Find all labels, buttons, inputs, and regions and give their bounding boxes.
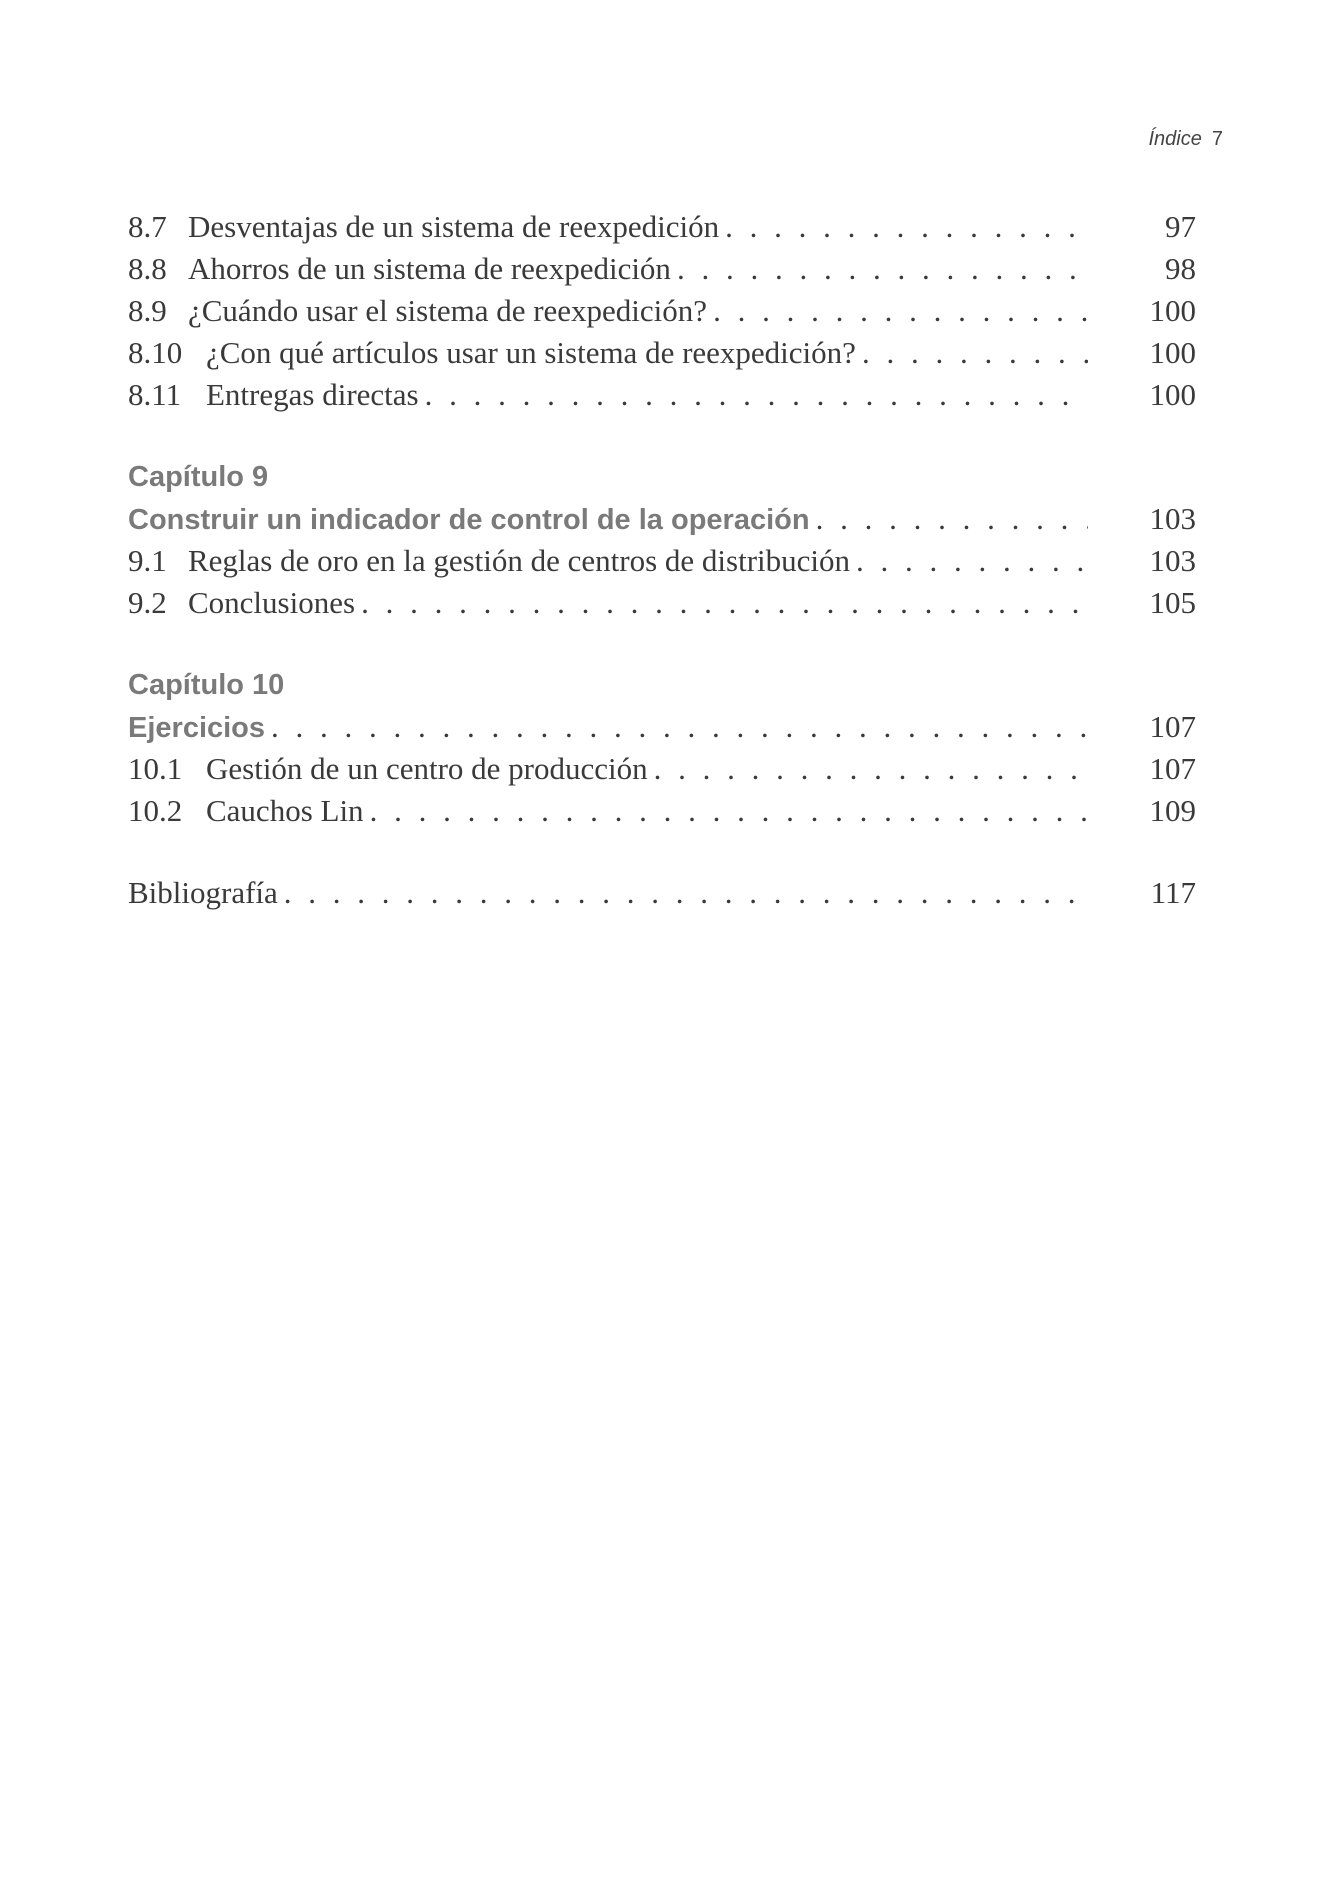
entry-number: 8.7 (128, 209, 167, 244)
entry-title: Gestión de un centro de producción (206, 751, 648, 786)
running-head (1149, 128, 1224, 151)
entry-title: Ahorros de un sistema de reexpedición (188, 251, 671, 286)
entry-title: Reglas de oro en la gestión de centros de distribución (188, 543, 851, 578)
section-gap (128, 832, 1196, 872)
entry-number: 10.1 (128, 751, 183, 786)
running-head-page-number: 7 (1211, 128, 1223, 150)
entry-number: 8.9 (128, 293, 167, 328)
entry-title: Bibliografía (128, 875, 278, 910)
section-gap (128, 416, 1196, 456)
toc-chapter-10-title[interactable] (128, 706, 1196, 748)
chapter-10-label: Capítulo 10 (128, 669, 285, 701)
entry-page: 103 (1149, 501, 1196, 536)
toc-entry-10-1[interactable] (128, 748, 1196, 790)
entry-title: ¿Cuándo usar el sistema de reexpedición? (188, 293, 708, 328)
entry-title: Cauchos Lin (206, 793, 364, 828)
entry-page: 100 (1149, 335, 1196, 370)
chapter-9-label: Capítulo 9 (128, 461, 269, 493)
toc-entry-bibliography[interactable] (128, 872, 1196, 914)
entry-page: 107 (1149, 709, 1196, 744)
entry-number: 8.11 (128, 377, 182, 412)
toc-entry-8-7[interactable] (128, 206, 1196, 248)
entry-page: 103 (1149, 543, 1196, 578)
entry-page: 98 (1165, 251, 1196, 286)
toc-entry-9-1[interactable] (128, 540, 1196, 582)
entry-page: 105 (1149, 585, 1196, 620)
entry-page: 107 (1149, 751, 1196, 786)
entry-title: ¿Con qué artículos usar un sistema de reexpedición? (206, 335, 856, 370)
section-gap (128, 624, 1196, 664)
entry-number: 9.1 (128, 543, 167, 578)
entry-page: 100 (1149, 377, 1196, 412)
chapter-title: Ejercicios (128, 712, 266, 744)
toc-entry-8-8[interactable] (128, 248, 1196, 290)
entry-page: 100 (1149, 293, 1196, 328)
entry-page: 109 (1149, 793, 1196, 828)
entry-number: 8.8 (128, 251, 167, 286)
entry-number: 9.2 (128, 585, 167, 620)
table-of-contents (128, 206, 1196, 914)
running-head-title: Índice (1148, 128, 1202, 150)
toc-entry-8-9[interactable] (128, 290, 1196, 332)
entry-page: 97 (1165, 209, 1196, 244)
entry-page: 117 (1150, 875, 1196, 910)
toc-entry-9-2[interactable] (128, 582, 1196, 624)
entry-title: Entregas directas (206, 377, 419, 412)
toc-entry-10-2[interactable] (128, 790, 1196, 832)
entry-title: Conclusiones (188, 585, 356, 620)
toc-chapter-9-title[interactable] (128, 498, 1196, 540)
entry-number: 8.10 (128, 335, 183, 370)
entry-number: 10.2 (128, 793, 183, 828)
toc-entry-8-10[interactable] (128, 332, 1196, 374)
chapter-title: Construir un indicador de control de la operación (128, 504, 810, 536)
entry-title: Desventajas de un sistema de reexpedición (188, 209, 720, 244)
toc-entry-8-11[interactable] (128, 374, 1196, 416)
